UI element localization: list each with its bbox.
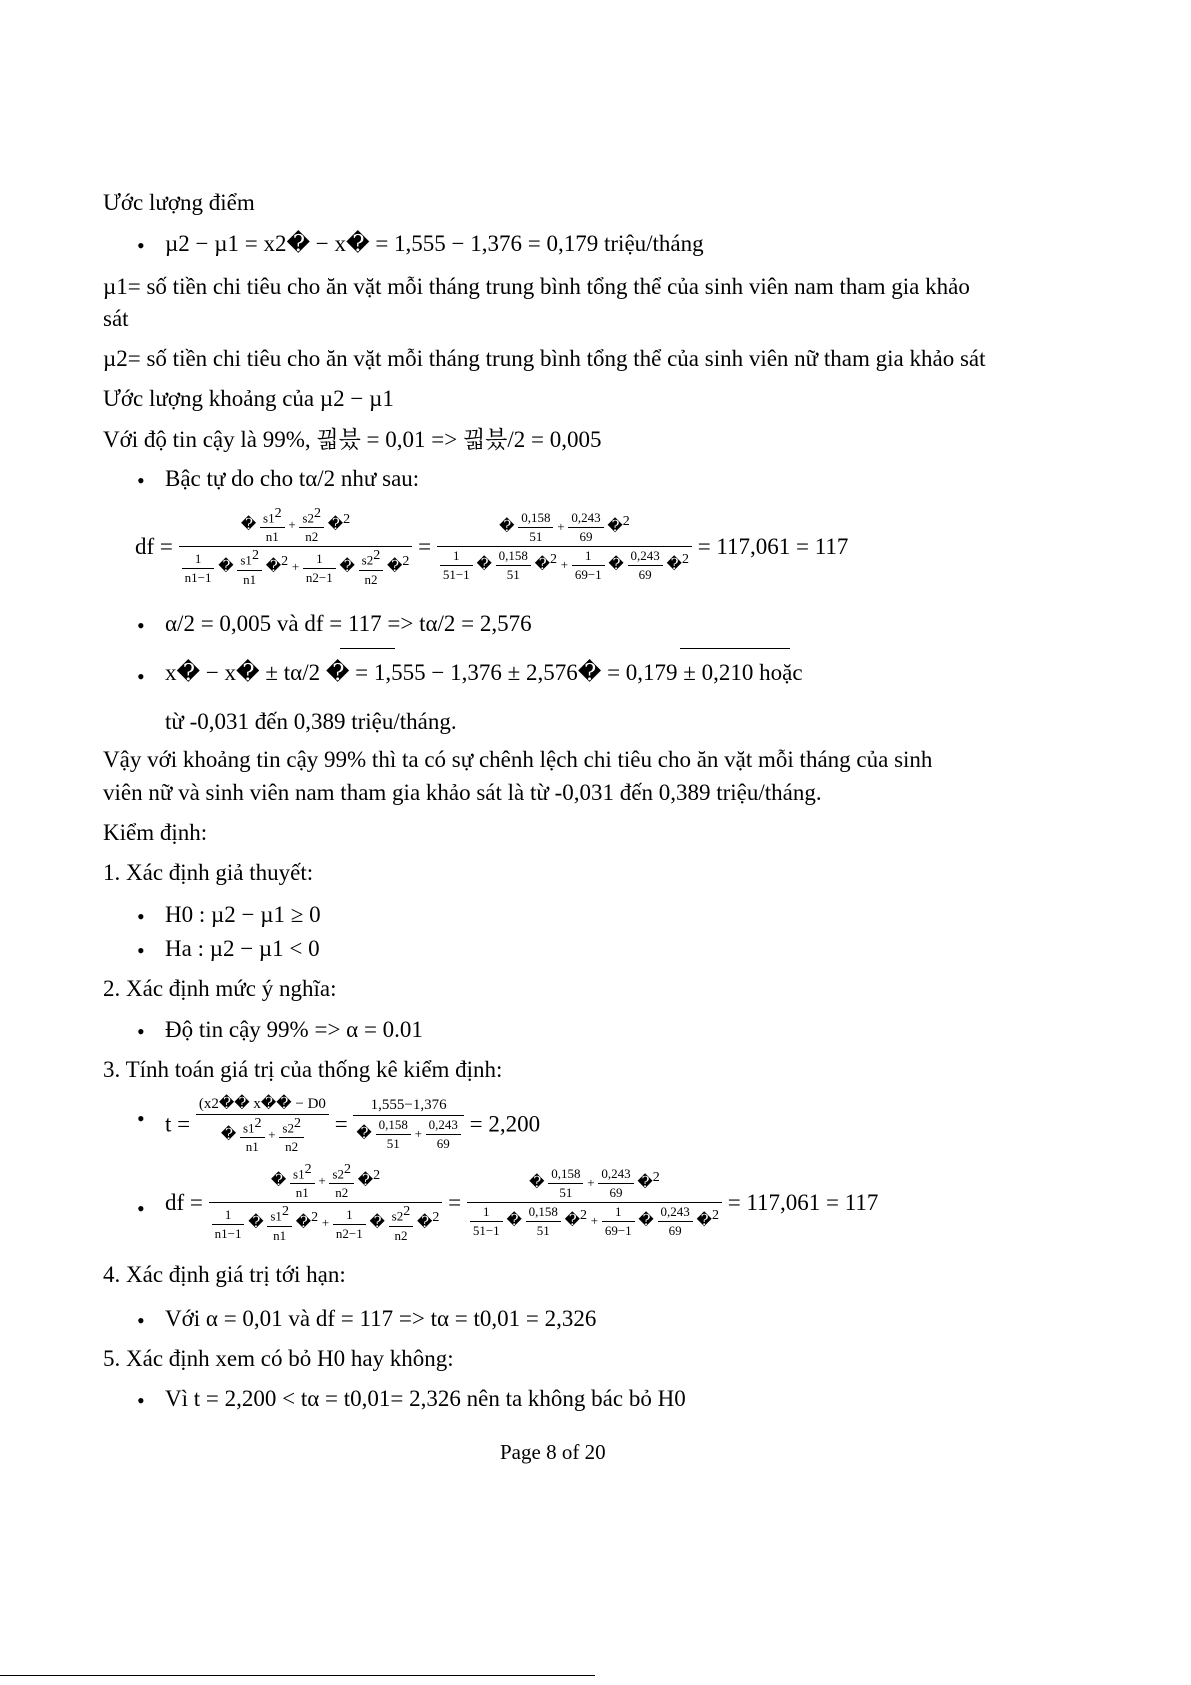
n2-term: n2 bbox=[335, 1185, 349, 1201]
mu2-definition: µ2= số tiền chi tiêu cho ăn vặt mỗi tháng trung bình tổng thể của sinh viên nữ tham gia khảo sát bbox=[103, 346, 986, 371]
plus-sign: + bbox=[590, 1213, 599, 1229]
paren-open: � bbox=[608, 557, 624, 574]
bullet: • bbox=[137, 1196, 145, 1221]
page-footer: Page 8 of 20 bbox=[500, 1440, 606, 1464]
value-0243: 0,243 bbox=[628, 548, 663, 566]
value-69: 69 bbox=[436, 1136, 450, 1152]
s1-term: s1 bbox=[263, 510, 275, 526]
square-exponent: 2 bbox=[432, 1210, 440, 1226]
value-69: 69 bbox=[668, 1223, 682, 1239]
df-label: df = bbox=[165, 1189, 203, 1215]
n2-term: n2 bbox=[364, 571, 378, 587]
paren-open: � bbox=[339, 559, 355, 576]
square-exponent: 2 bbox=[681, 552, 689, 568]
value-51-minus-1: 51−1 bbox=[472, 1223, 500, 1239]
n1-term: n1 bbox=[243, 571, 257, 587]
square-exponent: 2 bbox=[313, 506, 321, 521]
square-exponent: 2 bbox=[254, 1116, 262, 1131]
value-69-minus-1: 69−1 bbox=[604, 1223, 632, 1239]
ci-equation-text: x� − x� ± tα/2 � = 1,555 − 1,376 ± 2,576� = 0,179 ± 0,210 hoặc bbox=[165, 660, 803, 685]
square-exponent: 2 bbox=[579, 1208, 587, 1224]
df-denominator bbox=[209, 1203, 443, 1243]
t-result: = 2,200 bbox=[469, 1111, 541, 1137]
s1-term: s1 bbox=[270, 1208, 282, 1224]
value-69: 69 bbox=[579, 529, 593, 545]
paren-open: � bbox=[369, 1215, 385, 1232]
df-numeric-fraction bbox=[467, 1166, 722, 1239]
paren-open: � bbox=[638, 1213, 654, 1230]
equals-sign: = bbox=[448, 1189, 462, 1215]
df-formula-1 bbox=[135, 506, 848, 588]
s2-term: s2 bbox=[361, 552, 374, 568]
step-1: 1. Xác định giả thuyết: bbox=[103, 860, 314, 885]
null-hypothesis: H0 : µ2 − µ1 ≥ 0 bbox=[165, 902, 321, 927]
plus-sign: + bbox=[321, 1215, 330, 1231]
t-numeric-denominator bbox=[353, 1116, 463, 1152]
plus-sign: + bbox=[414, 1126, 422, 1142]
df-numeric-denominator bbox=[467, 1203, 722, 1239]
step-5: 5. Xác định xem có bỏ H0 hay không: bbox=[103, 1346, 454, 1371]
n2-minus-1: n2−1 bbox=[335, 1225, 363, 1241]
mu1-definition: µ1= số tiền chi tiêu cho ăn vặt mỗi tháng trung bình tổng thể của sinh viên nam tham gia khảo bbox=[103, 274, 970, 299]
point-estimate-equation: µ2 − µ1 = x2� − x� = 1,555 − 1,376 = 0,179 triệu/tháng bbox=[165, 231, 704, 256]
plus-sign: + bbox=[291, 559, 300, 575]
n1-term: n1 bbox=[245, 1139, 259, 1155]
n1-term: n1 bbox=[295, 1185, 309, 1201]
t-numeric-fraction bbox=[353, 1097, 463, 1152]
value-69: 69 bbox=[638, 567, 652, 583]
square-exponent: 2 bbox=[549, 552, 557, 568]
value-51: 51 bbox=[529, 529, 543, 545]
s1-term: s1 bbox=[242, 1120, 255, 1136]
square-exponent: 2 bbox=[274, 506, 282, 521]
bullet: • bbox=[137, 468, 145, 493]
paren-close: � bbox=[666, 557, 682, 574]
df-result: = 117,061 = 117 bbox=[727, 1189, 879, 1215]
equals-sign: = bbox=[334, 1111, 348, 1137]
df-numerator bbox=[179, 506, 413, 547]
bullet: • bbox=[137, 664, 145, 689]
square-exponent: 2 bbox=[281, 1204, 289, 1220]
value-0243: 0,243 bbox=[426, 1117, 461, 1135]
df-fraction bbox=[179, 506, 413, 588]
value-0158: 0,158 bbox=[518, 510, 553, 528]
paren-open: � bbox=[476, 557, 492, 574]
ci-range: từ -0,031 đến 0,389 triệu/tháng. bbox=[165, 709, 457, 734]
square-exponent: 2 bbox=[281, 554, 289, 570]
value-69-minus-1: 69−1 bbox=[574, 567, 602, 583]
paren-open: � bbox=[270, 1173, 287, 1190]
paren-close: � bbox=[327, 517, 344, 534]
s1-term: s1 bbox=[293, 1166, 305, 1182]
conclusion-line-2: viên nữ và sinh viên nam tham gia khảo sát là từ -0,031 đến 0,389 triệu/tháng. bbox=[103, 780, 822, 805]
plus-sign: + bbox=[318, 1173, 326, 1189]
value-0243: 0,243 bbox=[658, 1204, 693, 1222]
square-exponent: 2 bbox=[373, 548, 381, 564]
step-2: 2. Xác định mức ý nghĩa: bbox=[103, 976, 337, 1001]
paren-open: � bbox=[248, 1215, 264, 1232]
one: 1 bbox=[470, 1204, 503, 1222]
square-exponent: 2 bbox=[402, 554, 410, 570]
paren-open: � bbox=[240, 517, 257, 534]
square-exponent: 2 bbox=[343, 1162, 351, 1177]
n2-term: n2 bbox=[305, 529, 319, 545]
plus-sign: + bbox=[288, 517, 296, 533]
square-exponent: 2 bbox=[403, 1204, 411, 1220]
s2-term: s2 bbox=[332, 1166, 344, 1182]
df-fraction bbox=[209, 1162, 443, 1244]
t-denominator bbox=[196, 1115, 329, 1155]
paren-close: � bbox=[386, 559, 403, 576]
square-exponent: 2 bbox=[343, 512, 351, 528]
paren-close: � bbox=[534, 557, 550, 574]
bullet: • bbox=[137, 904, 145, 929]
square-exponent: 2 bbox=[251, 548, 259, 564]
df-numeric-numerator bbox=[467, 1166, 722, 1203]
one: 1 bbox=[333, 1207, 366, 1225]
s2-term: s2 bbox=[302, 510, 314, 526]
df-numeric-denominator bbox=[437, 547, 692, 583]
t-numerator: (x2�� x�� − D0 bbox=[196, 1094, 329, 1115]
value-51-minus-1: 51−1 bbox=[442, 567, 470, 583]
bullet: • bbox=[137, 1388, 145, 1413]
n1-minus-1: n1−1 bbox=[214, 1225, 242, 1241]
plus-sign: + bbox=[587, 1175, 595, 1191]
paren-open: � bbox=[356, 1126, 372, 1143]
s2-term: s2 bbox=[282, 1120, 294, 1136]
one: 1 bbox=[572, 548, 605, 566]
step-4: 4. Xác định giá trị tới hạn: bbox=[103, 1262, 346, 1287]
one: 1 bbox=[602, 1204, 635, 1222]
one: 1 bbox=[440, 548, 473, 566]
square-exponent: 2 bbox=[304, 1162, 312, 1177]
n2-term: n2 bbox=[285, 1139, 299, 1155]
heading-interval-estimate: Ước lượng khoảng của µ2 − µ1 bbox=[103, 386, 394, 411]
n1-term: n1 bbox=[273, 1227, 287, 1243]
df-numeric-fraction bbox=[437, 510, 692, 583]
s1-term: s1 bbox=[240, 552, 252, 568]
df-denominator bbox=[179, 547, 413, 587]
value-51: 51 bbox=[559, 1185, 573, 1201]
t-label: t = bbox=[165, 1111, 191, 1137]
bullet: • bbox=[137, 938, 145, 963]
n1-term: n1 bbox=[265, 529, 279, 545]
n2-term: n2 bbox=[394, 1227, 408, 1243]
value-51: 51 bbox=[506, 567, 520, 583]
square-exponent: 2 bbox=[373, 1168, 381, 1184]
bullet: • bbox=[137, 1106, 145, 1131]
step-3: 3. Tính toán giá trị của thống kê kiểm định: bbox=[103, 1057, 503, 1082]
paren-close: � bbox=[416, 1215, 433, 1232]
value-0158: 0,158 bbox=[526, 1204, 561, 1222]
paren-close: � bbox=[637, 1175, 653, 1192]
value-51: 51 bbox=[386, 1136, 400, 1152]
value-0158: 0,158 bbox=[496, 548, 531, 566]
plus-sign: + bbox=[557, 519, 565, 535]
paren-close: � bbox=[564, 1213, 580, 1230]
t-statistic-formula bbox=[165, 1094, 540, 1155]
heading-point-estimate: Ước lượng điểm bbox=[103, 190, 255, 215]
t-numeric-numerator: 1,555−1,376 bbox=[353, 1097, 463, 1116]
one: 1 bbox=[303, 551, 336, 569]
one: 1 bbox=[212, 1207, 245, 1225]
plus-sign: + bbox=[268, 1127, 276, 1143]
plus-sign: + bbox=[560, 557, 569, 573]
alpha-line: Độ tin cậy 99% => α = 0.01 bbox=[165, 1017, 423, 1042]
df-numerator bbox=[209, 1162, 443, 1203]
df-label: df = bbox=[135, 533, 173, 559]
critical-value-line: Với α = 0,01 và df = 117 => tα = t0,01 = 2,326 bbox=[165, 1306, 597, 1331]
paren-open: � bbox=[506, 1213, 522, 1230]
bullet: • bbox=[137, 1019, 145, 1044]
conclusion-line-1: Vậy với khoảng tin cậy 99% thì ta có sự chênh lệch chi tiêu cho ăn vặt mỗi tháng của sinh bbox=[103, 747, 933, 772]
radical-bar bbox=[680, 648, 790, 652]
paren-close: � bbox=[265, 559, 282, 576]
bullet: • bbox=[137, 233, 145, 258]
equals-sign: = bbox=[418, 533, 432, 559]
value-0158: 0,158 bbox=[376, 1117, 411, 1135]
value-0243: 0,243 bbox=[598, 1166, 633, 1184]
paren-close: � bbox=[357, 1173, 374, 1190]
paren-open: � bbox=[529, 1175, 545, 1192]
square-exponent: 2 bbox=[311, 1210, 319, 1226]
decision-line: Vì t = 2,200 < tα = t0,01= 2,326 nên ta không bác bỏ H0 bbox=[165, 1386, 686, 1411]
df-formula-2 bbox=[165, 1162, 878, 1244]
paren-close: � bbox=[295, 1215, 312, 1232]
bullet: • bbox=[137, 1308, 145, 1333]
paren-open: � bbox=[220, 1127, 237, 1144]
s2-term: s2 bbox=[391, 1208, 404, 1224]
square-exponent: 2 bbox=[622, 514, 630, 530]
paren-close: � bbox=[696, 1213, 712, 1230]
ci-equation bbox=[165, 648, 803, 686]
paren-close: � bbox=[607, 519, 623, 536]
one: 1 bbox=[182, 551, 215, 569]
paren-open: � bbox=[218, 559, 234, 576]
n1-minus-1: n1−1 bbox=[184, 569, 212, 585]
radical-bar bbox=[340, 648, 395, 652]
n2-minus-1: n2−1 bbox=[305, 569, 333, 585]
paren-open: � bbox=[499, 519, 515, 536]
footer-rule bbox=[0, 1675, 595, 1676]
value-69: 69 bbox=[609, 1185, 623, 1201]
value-0243: 0,243 bbox=[568, 510, 603, 528]
alt-hypothesis: Ha : µ2 − µ1 < 0 bbox=[165, 936, 320, 961]
mu1-definition-continued: sát bbox=[103, 306, 129, 331]
confidence-line: Với độ tin cậy là 99%, 끫븠 = 0,01 => 끫븠/2 = 0,005 bbox=[103, 427, 602, 452]
square-exponent: 2 bbox=[711, 1208, 719, 1224]
df-result: = 117,061 = 117 bbox=[697, 533, 849, 559]
t-critical-line: α/2 = 0,005 và df = 117 => tα/2 = 2,576 bbox=[165, 611, 532, 636]
bullet: • bbox=[137, 613, 145, 638]
heading-test: Kiểm định: bbox=[103, 820, 208, 845]
square-exponent: 2 bbox=[293, 1116, 301, 1131]
df-numeric-numerator bbox=[437, 510, 692, 547]
df-intro: Bậc tự do cho tα/2 như sau: bbox=[165, 466, 420, 491]
square-exponent: 2 bbox=[652, 1170, 660, 1186]
t-fraction bbox=[196, 1094, 329, 1155]
value-51: 51 bbox=[536, 1223, 550, 1239]
value-0158: 0,158 bbox=[548, 1166, 583, 1184]
